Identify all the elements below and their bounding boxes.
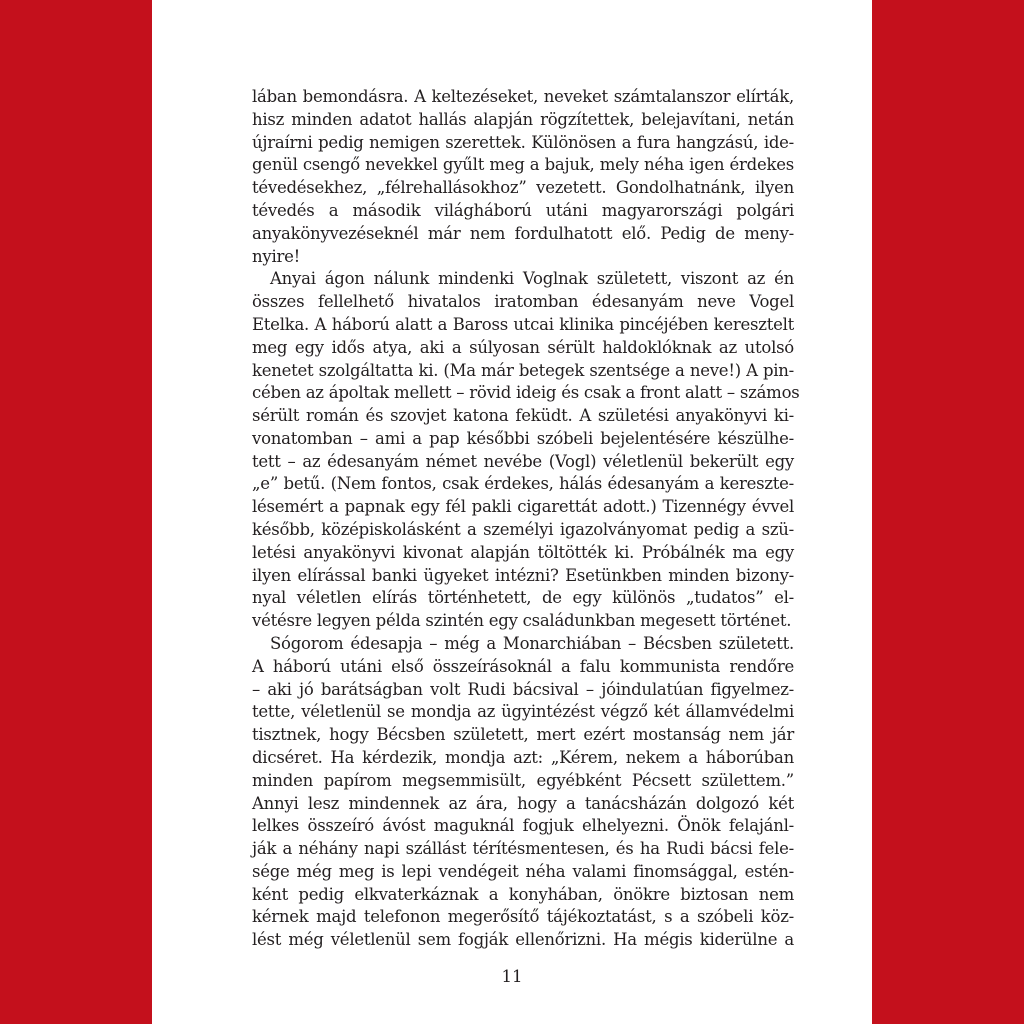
text-line: tévedésekhez, „félrehallásokhoz” vezetett. Gondolhatnánk, ilyen	[252, 178, 794, 198]
text-line: nyal véletlen elírás történhetett, de egy különös „tudatos” el-	[252, 588, 794, 608]
text-line: – aki jó barátságban volt Rudi bácsival – jóindulatúan figyelmez-	[252, 679, 794, 699]
text-line: lában bemondásra. A keltezéseket, neveket számtalanszor elírták,	[252, 87, 794, 106]
text-line: tette, véletlenül se mondja az ügyintézést végző két államvédelmi	[252, 702, 794, 722]
text-line: összes fellelhető hivatalos iratomban édesanyám neve Vogel	[252, 292, 794, 312]
text-line: letési anyakönyvi kivonat alapján töltötték ki. Próbálnék ma egy	[252, 542, 794, 562]
text-line: A háború utáni első összeírásoknál a falu kommunista rendőre	[252, 656, 794, 676]
text-line: Etelka. A háború alatt a Baross utcai klinika pincéjében keresztelt	[252, 314, 794, 334]
paragraph-first-line: Sógorom édesapja – még a Monarchiában – Bécsben született.	[270, 633, 794, 653]
text-line: kenetet szolgáltatta ki. (Ma már betegek szentsége a neve!) A pin-	[252, 360, 794, 380]
text-line: újraírni pedig nemigen szerettek. Különösen a fura hangzású, ide-	[252, 132, 794, 152]
book-page	[152, 0, 872, 1024]
text-line: lelkes összeíró ávóst maguknál fogjuk elhelyezni. Önök felajánl-	[252, 816, 794, 836]
right-red-band	[872, 0, 1024, 1024]
text-line: vonatomban – ami a pap későbbi szóbeli bejelentésére készülhe-	[252, 428, 794, 448]
text-line: ként pedig elkvaterkáznak a konyhában, önökre biztosan nem	[252, 884, 794, 904]
text-line: lést még véletlenül sem fogják ellenőrizni. Ha mégis kiderülne a	[252, 930, 794, 950]
text-line: anyakönyvezéseknél már nem fordulhatott elő. Pedig de meny-	[252, 223, 794, 243]
text-line: ják a néhány napi szállást térítésmentesen, és ha Rudi bácsi fele-	[252, 839, 794, 859]
text-line: később, középiskolásként a személyi igazolványomat pedig a szü-	[252, 520, 794, 539]
page-number: 11	[501, 967, 523, 986]
text-line: kérnek majd telefonon megerősítő tájékoztatást, s a szóbeli köz-	[252, 907, 794, 927]
text-line: dicséret. Ha kérdezik, mondja azt: „Kérem, nekem a háborúban	[252, 747, 794, 767]
paragraph-first-line: Anyai ágon nálunk mindenki Voglnak született, viszont az én	[270, 269, 794, 289]
text-line: hisz minden adatot hallás alapján rögzítettek, belejavítani, netán	[252, 109, 794, 129]
text-line: tett – az édesanyám német nevébe (Vogl) véletlenül bekerült egy	[252, 451, 794, 471]
text-line: meg egy idős atya, aki a súlyosan sérült haldoklóknak az utolsó	[252, 337, 794, 357]
text-line: sérült román és szovjet katona feküdt. A születési anyakönyvi ki-	[252, 406, 794, 426]
text-line: Annyi lesz mindennek az ára, hogy a tanácsházán dolgozó két	[252, 793, 794, 813]
text-line: ilyen elírással banki ügyeket intézni? Esetünkben minden bizony-	[252, 565, 794, 585]
text-line: sége még meg is lepi vendégeit néha valami finomsággal, estén-	[252, 861, 794, 881]
text-line: „e” betű. (Nem fontos, csak érdekes, hálás édesanyám a kereszte-	[252, 474, 794, 494]
left-red-band	[0, 0, 152, 1024]
text-line: nyire!	[252, 246, 301, 266]
text-line: tisztnek, hogy Bécsben született, mert ezért mostanság nem jár	[252, 725, 794, 745]
text-line: genül csengő nevekkel gyűlt meg a bajuk, mely néha igen érdekes	[252, 155, 794, 175]
text-line: vétésre legyen példa szintén egy családunkban megesett történet.	[252, 611, 792, 631]
text-line: cében az ápoltak mellett – rövid ideig és csak a front alatt – számos	[252, 383, 800, 403]
text-line: lésemért a papnak egy fél pakli cigarettát adott.) Tizennégy évvel	[252, 497, 794, 517]
text-line: minden papírom megsemmisült, egyébként Pécsett születtem.”	[252, 770, 794, 790]
text-line: tévedés a második világháború utáni magyarországi polgári	[252, 200, 794, 220]
